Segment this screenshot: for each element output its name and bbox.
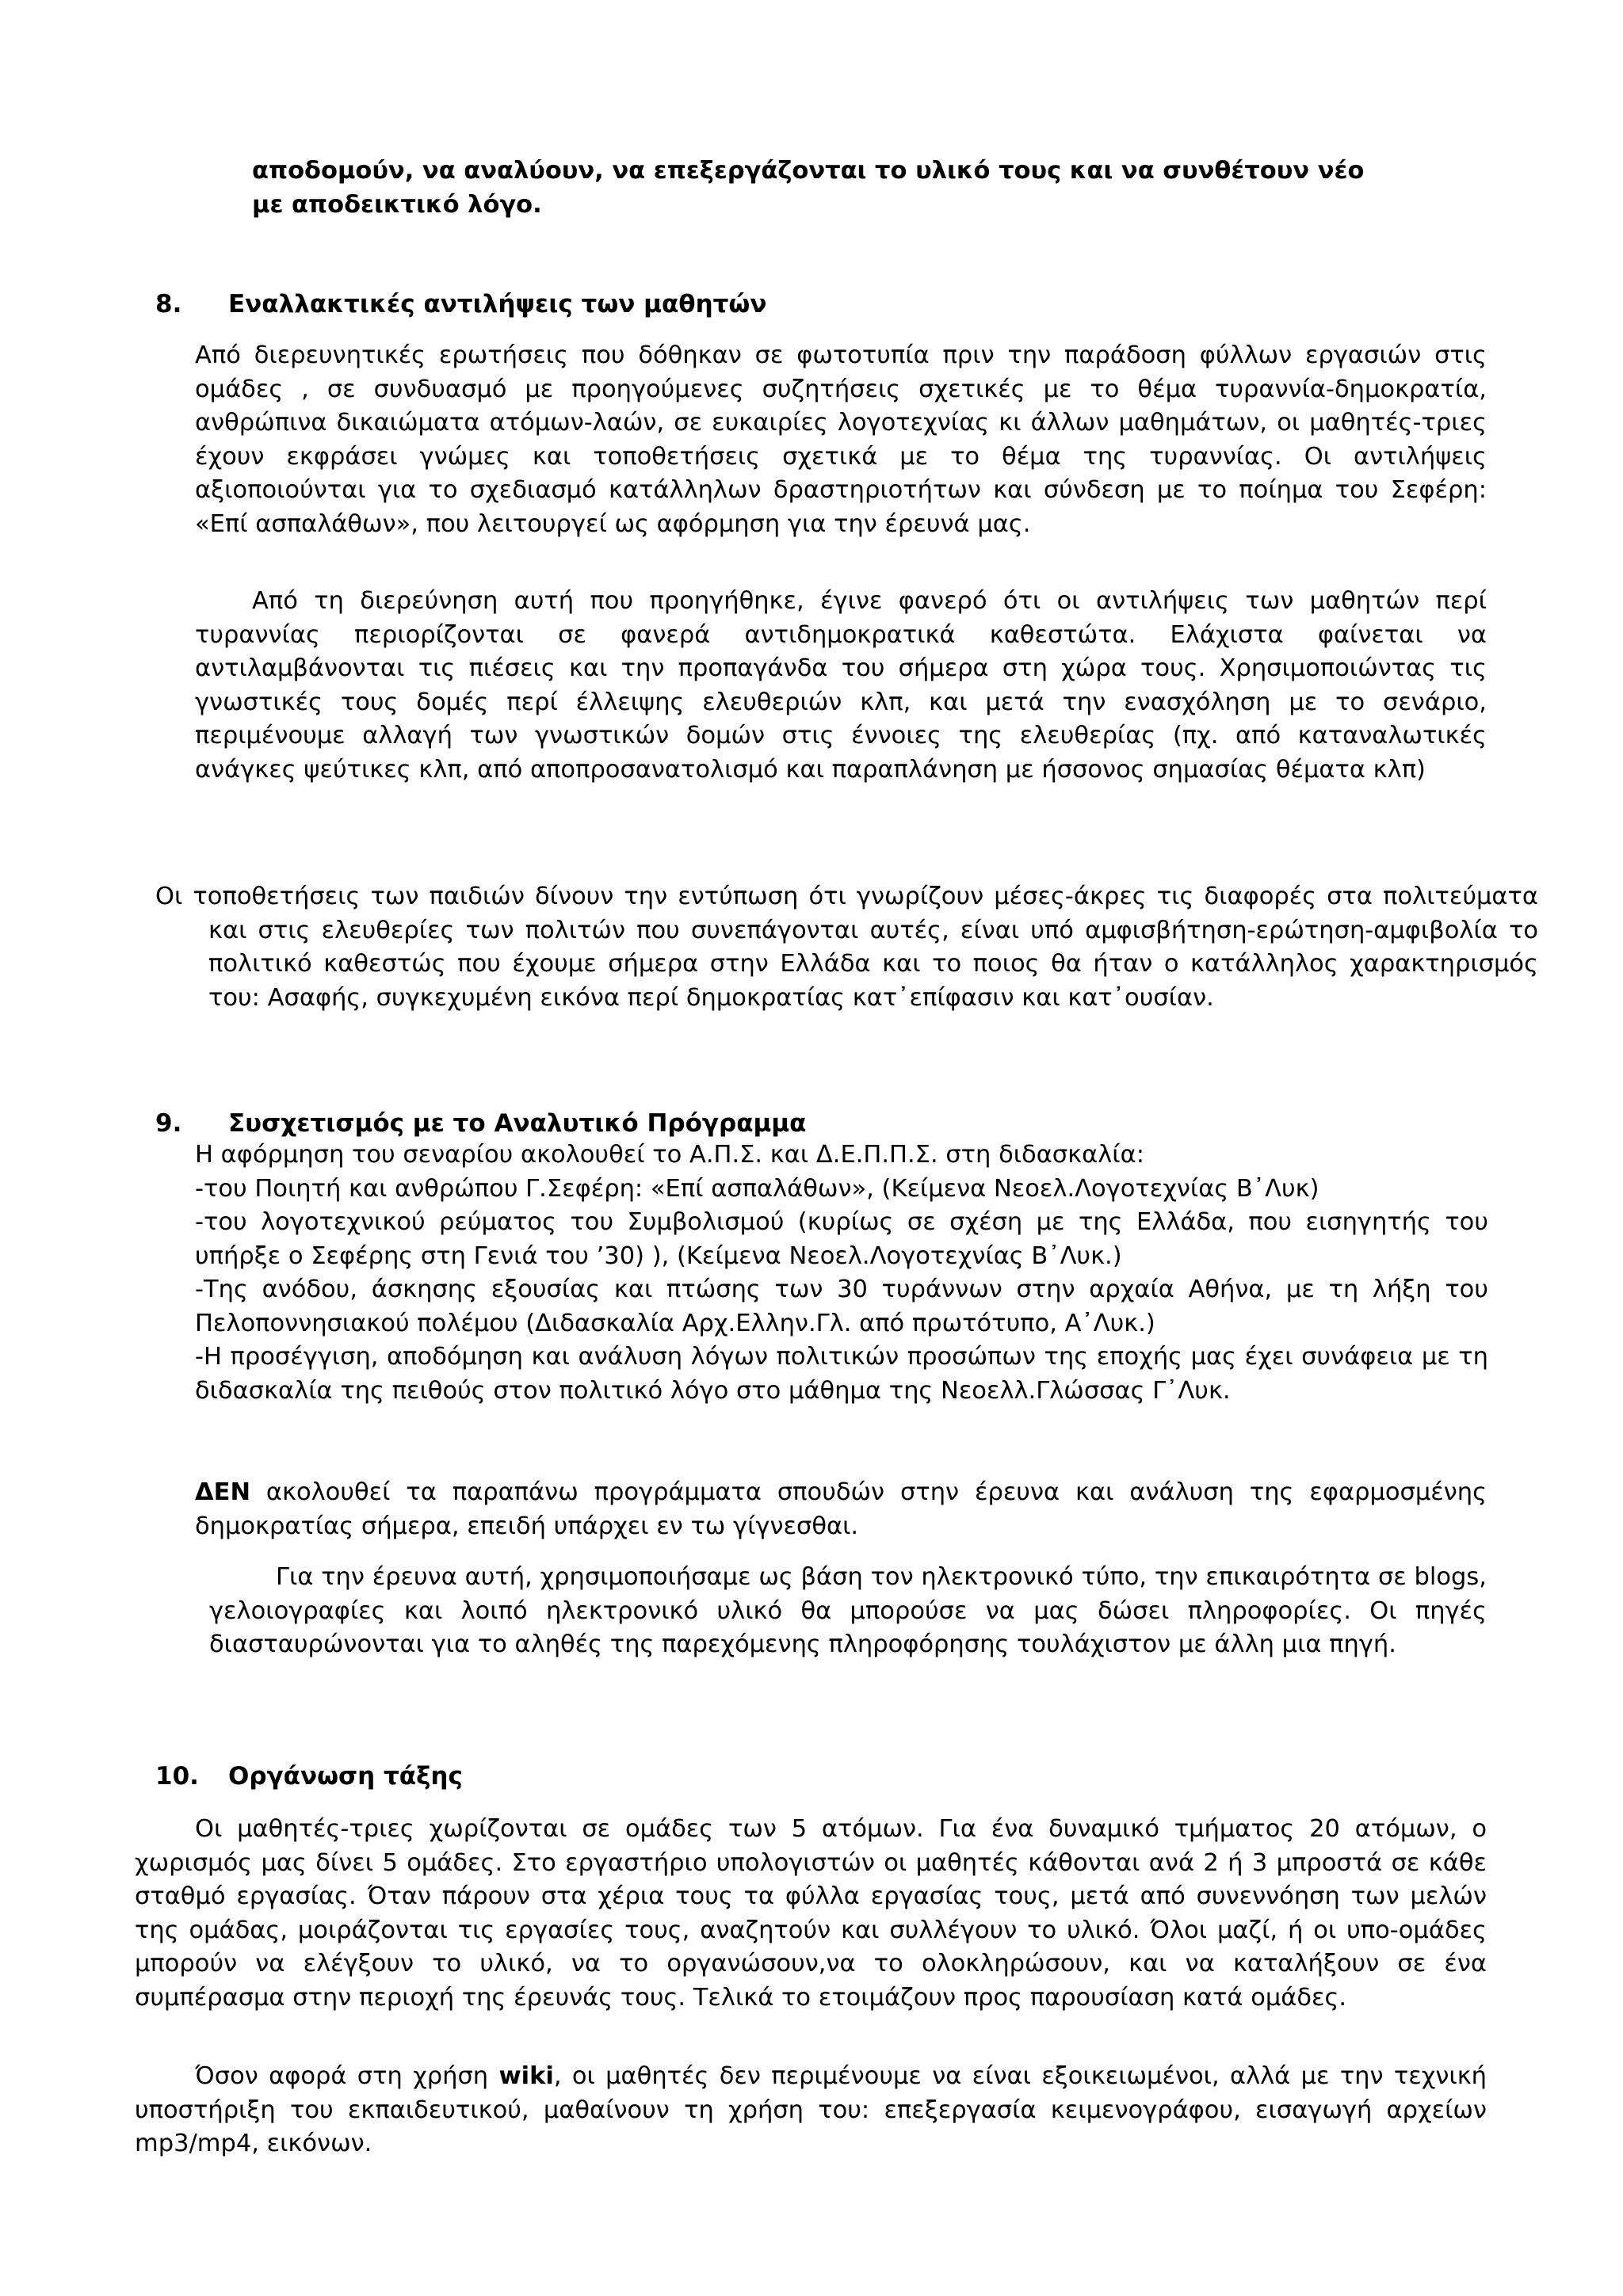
- section-10-paragraph-2: [135, 2060, 1487, 2161]
- section-10-number: 10.: [155, 1762, 199, 1791]
- section-9-den-paragraph: [195, 1476, 1487, 1543]
- curriculum-item: Η αφόρμηση του σεναρίου ακολουθεί το Α.Π.Σ. και Δ.Ε.Π.Π.Σ. στη διδασκαλία:: [195, 1141, 1144, 1169]
- wiki-bold-word: wiki: [498, 2062, 554, 2090]
- section-9-research-paragraph: Για την έρευνα αυτή, χρησιμοποιήσαμε ως βάση τον ηλεκτρονικό τύπο, την επικαιρότητα σε blogs, γελοιογραφίες και λοιπό ηλεκτρονικό υλικό θα μπορούσε να μας δώσει πληροφορίες. Οι πηγές διασταυρώνονται για το αληθές της παρεχόμενης πληροφόρησης τουλάχιστον με άλλη μια πηγή.: [209, 1563, 1487, 1658]
- section-10-heading: [155, 1760, 463, 1793]
- intro-line-1: αποδομούν, να αναλύουν, να επεξεργάζονται το υλικό τους και να συνθέτουν νέο: [252, 157, 1365, 185]
- section-9-heading: [155, 1107, 806, 1140]
- section-10-title: Οργάνωση τάξης: [228, 1762, 463, 1791]
- section-10-paragraph-1: Οι μαθητές-τριες χωρίζονται σε ομάδες των 5 ατόμων. Για ένα δυναμικό τμήματος 20 ατόμων, ο χωρισμός μας δίνει 5 ομάδες. Στο εργαστήριο υπολογιστών οι μαθητές κάθονται ανά 2 ή 3 μπροστά σε κάθε σταθμό εργασίας. Όταν πάρουν στα χέρια τους τα φύλλα εργασίας τους, μετά από συνεννόηση των μελών της ομάδας, μοιράζονται τις εργασίες τους, αναζητούν και συλλέγουν το υλικό. Όλοι μαζί, ή οι υπο-ομάδες μπορούν να ελέγξουν το υλικό, να το οργανώσουν,να το ολοκληρώσουν, και να καταλήξουν σε ένα συμπέρασμα στην περιοχή της έρευνάς τους. Τελικά το ετοιμάζουν προς παρουσίαση κατά ομάδες.: [135, 1815, 1487, 2012]
- section-8-paragraph-1: Από διερευνητικές ερωτήσεις που δόθηκαν σε φωτοτυπία πριν την παράδοση φύλλων εργασιών στις ομάδες , σε συνδυασμό με προηγούμενες συζητήσεις σχετικές με το θέμα τυραννία-δημοκρατία, ανθρώπινα δικαιώματα ατόμων-λαών, σε ευκαιρίες λογοτεχνίας κι άλλων μαθημάτων, οι μαθητές-τριες έχουν εκφράσει γνώμες και τοποθετήσεις σχετικά με το θέμα της τυραννίας. Οι αντιλήψεις αξιοποιούνται για το σχεδιασμό κατάλληλων δραστηριοτήτων και σύνδεση με το ποίημα του Σεφέρη: «Επί ασπαλάθων», που λειτουργεί ως αφόρμηση για την έρευνά μας.: [195, 341, 1487, 538]
- curriculum-item: -του Ποιητή και ανθρώπου Γ.Σεφέρη: «Επί ασπαλάθων», (Κείμενα Νεοελ.Λογοτεχνίας Β᾽Λυκ): [195, 1174, 1319, 1203]
- section-8-paragraph-2: Από τη διερεύνηση αυτή που προηγήθηκε, έγινε φανερό ότι οι αντιλήψεις των μαθητών περί τυραννίας περιορίζονται σε φανερά αντιδημοκρατικά καθεστώτα. Ελάχιστα φαίνεται να αντιλαμβάνονται τις πιέσεις και την προπαγάνδα του σήμερα στη χώρα τους. Χρησιμοποιώντας τις γνωστικές τους δομές περί έλλειψης ελευθεριών κλπ, και μετά την ενασχόληση με το σενάριο, περιμένουμε αλλαγή των γνωστικών δομών στις έννοιες της ελευθερίας (πχ. από καταναλωτικές ανάγκες ψεύτικες κλπ, από αποπροσανατολισμό και παραπλάνηση με ήσσονος σημασίας θέματα κλπ): [195, 587, 1487, 784]
- den-bold-word: ΔΕΝ: [195, 1478, 250, 1506]
- section-9-curriculum-list: [195, 1138, 1488, 1408]
- intro-text: [252, 154, 1488, 222]
- curriculum-item: -Η προσέγγιση, αποδόμηση και ανάλυση λόγων πολιτικών προσώπων της εποχής μας έχει συνάφεια με τη διδασκαλία της πειθούς στον πολιτικό λόγο στο μάθημα της Νεοελλ.Γλώσσας Γ᾽Λυκ.: [195, 1343, 1488, 1405]
- den-text: ακολουθεί τα παραπάνω προγράμματα σπουδών στην έρευνα και ανάλυση της εφαρμοσμένης δημοκρατίας σήμερα, επειδή υπάρχει εν τω γίγνεσθαι.: [195, 1478, 1487, 1540]
- section-9-number: 9.: [155, 1109, 182, 1138]
- intro-line-2: με αποδεικτικό λόγο.: [252, 190, 542, 219]
- wiki-pre-text: Όσον αφορά στη χρήση: [195, 2062, 499, 2090]
- section-8-paragraph-3: Οι τοποθετήσεις των παιδιών δίνουν την εντύπωση ότι γνωρίζουν μέσες-άκρες τις διαφορές στα πολιτεύματα και στις ελευθερίες των πολιτών που συνεπάγονται αυτές, είναι υπό αμφισβήτηση-ερώτηση-αμφιβολία το πολιτικό καθεστώς που έχουμε σήμερα στην Ελλάδα και το ποιος θα ήταν ο κατάλληλος χαρακτηρισμός του: Ασαφής, συγκεχυμένη εικόνα περί δημοκρατίας κατ᾽επίφασιν και κατ᾽ουσίαν.: [155, 883, 1538, 1012]
- curriculum-item: -του λογοτεχνικού ρεύματος του Συμβολισμού (κυρίως σε σχέση με της Ελλάδα, που εισηγητής του υπήρξε ο Σεφέρης στη Γενιά του ’30) ), (Κείμενα Νεοελ.Λογοτεχνίας Β᾽Λυκ.): [195, 1208, 1488, 1270]
- section-8-number: 8.: [155, 290, 182, 318]
- section-8-heading: [155, 288, 767, 321]
- section-9-title: Συσχετισμός με το Αναλυτικό Πρόγραμμα: [228, 1109, 807, 1138]
- section-8-title: Εναλλακτικές αντιλήψεις των μαθητών: [228, 290, 767, 318]
- curriculum-item: -Της ανόδου, άσκησης εξουσίας και πτώσης των 30 τυράννων στην αρχαία Αθήνα, με τη λήξη του Πελοποννησιακού πολέμου (Διδασκαλία Αρχ.Ελλην.Γλ. από πρωτότυπο, Α᾽Λυκ.): [195, 1276, 1488, 1337]
- wiki-post-text: , οι μαθητές δεν περιμένουμε να είναι εξοικειωμένοι, αλλά με την τεχνική υποστήριξη του εκπαιδευτικού, μαθαίνουν τη χρήση του: επεξεργασία κειμενογράφου, εισαγωγή αρχείων mp3/mp4, εικόνων.: [135, 2062, 1487, 2157]
